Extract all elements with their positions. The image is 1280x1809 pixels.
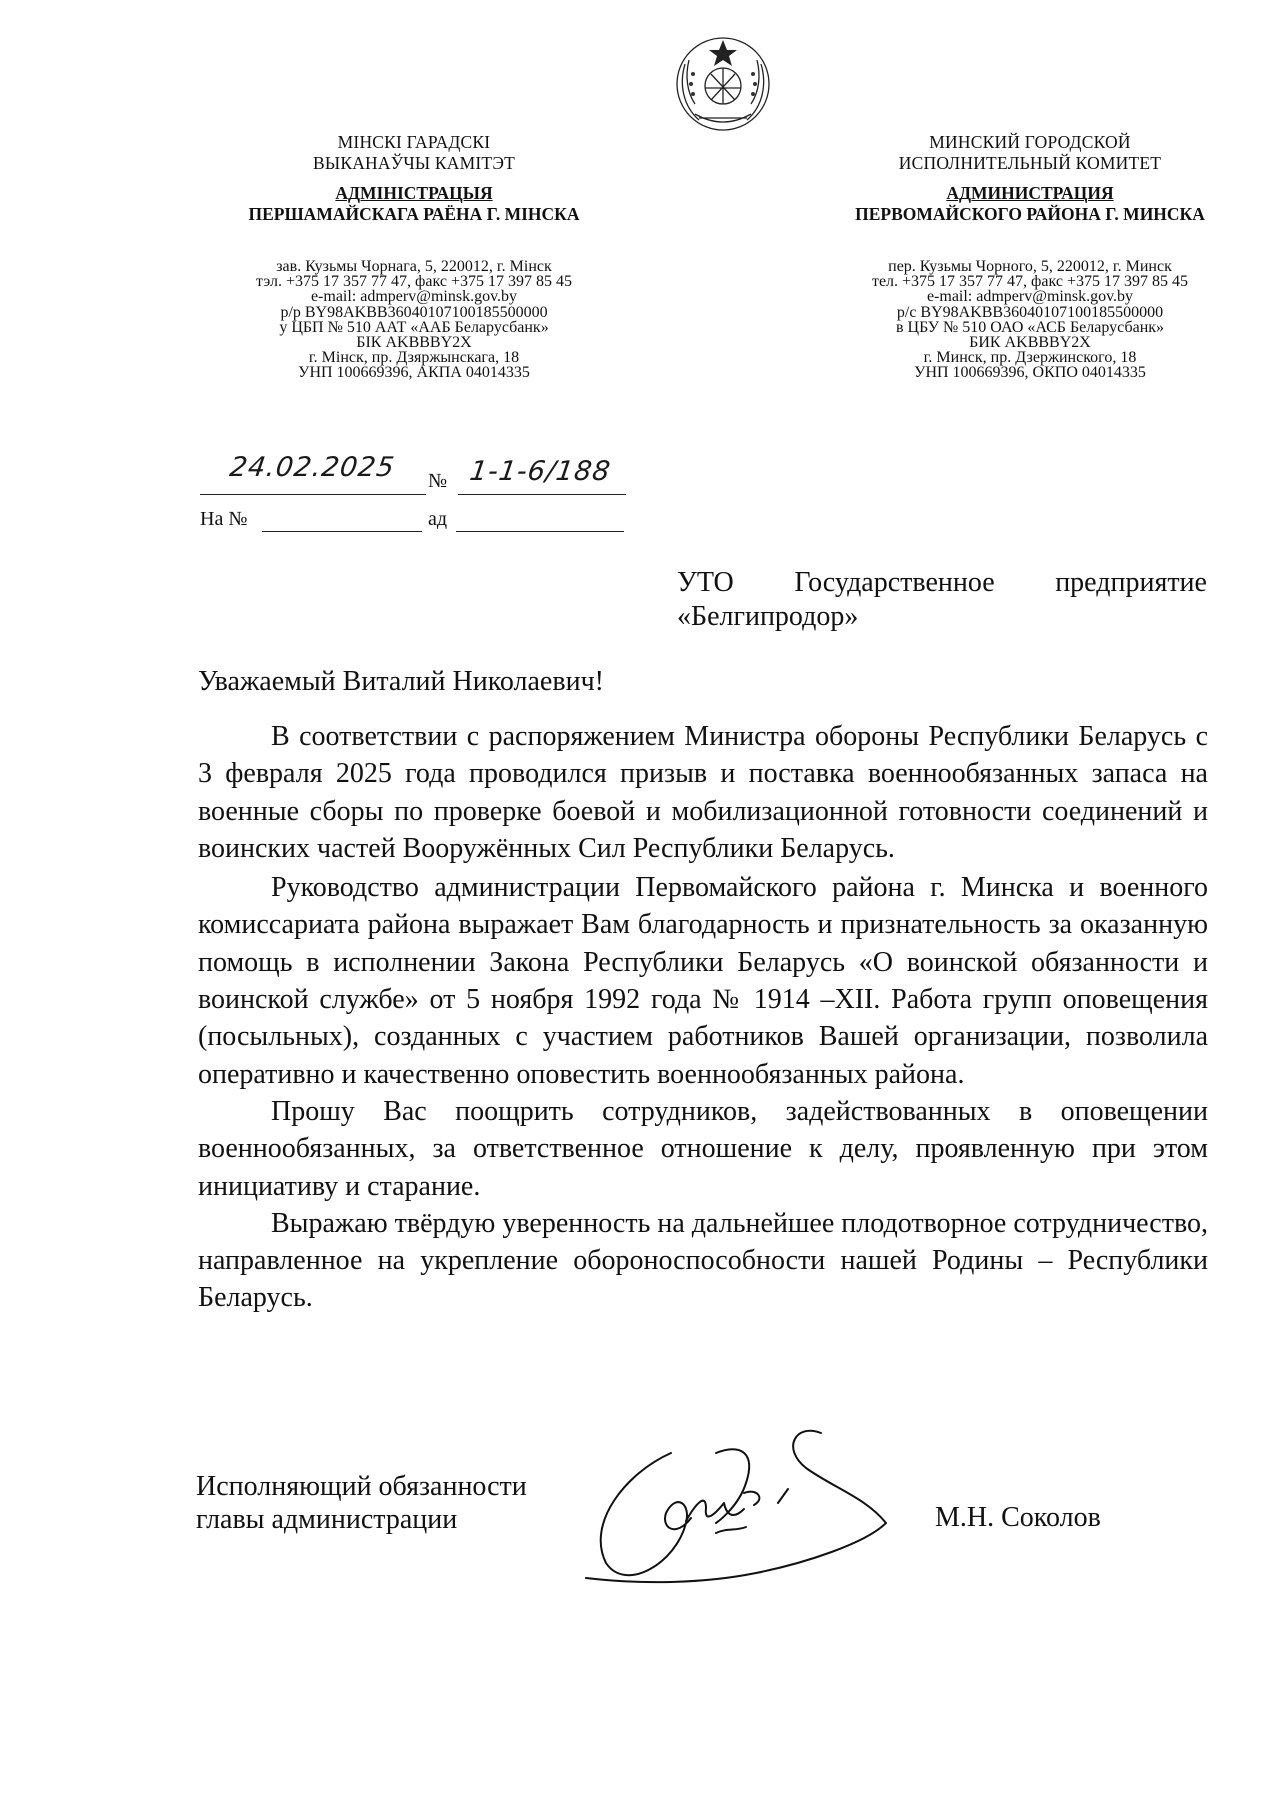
date-underline — [200, 494, 426, 495]
header-left-admin-line: ПЕРШАМАЙСКАГА РАЁНА Г. МІНСКА — [248, 204, 580, 224]
contact-line: e-mail: admperv@minsk.gov.by — [926, 288, 1134, 306]
handwritten-signature-icon — [566, 1413, 906, 1603]
recipient-block — [677, 566, 1207, 634]
contact-line: г. Мінск, пр. Дзяржынскага, 18 — [308, 349, 520, 367]
contact-line: тэл. +375 17 357 77 47, факс +375 17 397 85 45 — [256, 273, 572, 291]
contact-line: г. Минск, пр. Дзержинского, 18 — [923, 349, 1137, 367]
header-left-org-line: ВЫКАНАЎЧЫ КАМІТЭТ — [313, 153, 515, 173]
header-left-block — [194, 132, 634, 381]
contact-line: у ЦБП № 510 ААТ «ААБ Беларусбанк» — [279, 318, 549, 336]
header-left-admin — [194, 183, 634, 225]
header-right-admin-line: АДМИНИСТРАЦИЯ — [946, 183, 1114, 203]
contact-line: р/с BY98AKBB36040107100185500000 — [896, 303, 1164, 321]
registration-number-label: № — [428, 470, 448, 492]
header-left-contacts — [194, 259, 634, 381]
contact-line: БІК AKBBBY2X — [356, 334, 472, 352]
reply-from-label: ад — [428, 508, 448, 530]
signatory-title — [196, 1470, 527, 1536]
header-left-org — [194, 132, 634, 174]
paragraph: Руководство администрации Первомайского района г. Минска и военного комиссариата района выражает Вам благодарность и признательность за оказанную помощь в исполнении Закона Республики Беларусь «О воинской обязанности и воинской службе» от 5 ноября 1992 года № 1914 –XII. Работа групп оповещения (посыльных), созданных с участием работников Вашей организации, позволила оперативно и качественно оповестить военнообязанных района. — [198, 872, 1208, 1090]
contact-line: в ЦБУ № 510 ОАО «АСБ Беларусбанк» — [895, 318, 1165, 336]
letter-body — [198, 718, 1208, 1317]
contact-line: тел. +375 17 357 77 47, факс +375 17 397 85 45 — [871, 273, 1189, 291]
header-right-admin-line: ПЕРВОМАЙСКОГО РАЙОНА Г. МИНСКА — [855, 204, 1205, 224]
header-right-block — [810, 132, 1250, 381]
registration-number: 1-1-6/188 — [467, 456, 613, 487]
paragraph: Выражаю твёрдую уверенность на дальнейшее плодотворное сотрудничество, направленное на укрепление обороноспособности нашей Родины – Республики Беларусь. — [198, 1207, 1208, 1314]
recipient-line-1 — [677, 566, 1207, 600]
header-left-admin-line: АДМІНІСТРАЦЫЯ — [335, 183, 493, 203]
contact-line: р/р BY98AKBB36040107100185500000 — [280, 303, 548, 321]
contact-line: УНП 100669396, АКПА 04014335 — [298, 364, 530, 382]
recipient-line-2: «Белгипродор» — [677, 601, 859, 632]
header-left-org-line: МІНСКІ ГАРАДСКІ — [337, 132, 491, 152]
contact-line: УНП 100669396, ОКПО 04014335 — [914, 364, 1146, 382]
contact-line: зав. Кузьмы Чорнага, 5, 220012, г. Мінск — [276, 258, 552, 275]
recipient-word: предприятие — [1055, 567, 1207, 598]
reply-date-underline — [456, 531, 624, 532]
reply-number-underline — [262, 531, 422, 532]
contact-line: пер. Кузьмы Чорного, 5, 220012, г. Минск — [888, 258, 1172, 275]
contact-line: e-mail: admperv@minsk.gov.by — [310, 288, 518, 306]
number-underline — [458, 494, 626, 495]
header-right-admin — [810, 183, 1250, 225]
recipient-word: УТО — [677, 567, 734, 598]
paragraph: Прошу Вас поощрить сотрудников, задействованных в оповещении военнообязанных, за ответственное отношение к делу, проявленную при этом инициативу и старание. — [198, 1095, 1208, 1202]
header-right-org-line: МИНСКИЙ ГОРОДСКОЙ — [929, 132, 1131, 152]
greeting: Уважаемый Виталий Николаевич! — [198, 666, 604, 697]
signatory-title-line: главы администрации — [196, 1504, 458, 1535]
reply-label: На № — [200, 508, 248, 530]
contact-line: БИК AKBBBY2X — [969, 334, 1091, 352]
header-right-contacts — [810, 259, 1250, 381]
paragraph: В соответствии с распоряжением Министра обороны Республики Беларусь с 3 февраля 2025 года проводился призыв и поставка военнообязанных запаса на военные сборы по проверке боевой и мобилизационной готовности соединений и воинских частей Вооружённых Сил Республики Беларусь. — [198, 721, 1208, 864]
registration-date: 24.02.2025 — [227, 452, 397, 483]
header-right-org-line: ИСПОЛНИТЕЛЬНЫЙ КОМИТЕТ — [898, 153, 1162, 173]
state-emblem-icon — [673, 34, 773, 132]
signatory-name: М.Н. Соколов — [935, 1502, 1101, 1533]
recipient-word: Государственное — [794, 567, 995, 598]
signatory-title-line: Исполняющий обязанности — [196, 1471, 527, 1502]
header-right-org — [810, 132, 1250, 174]
